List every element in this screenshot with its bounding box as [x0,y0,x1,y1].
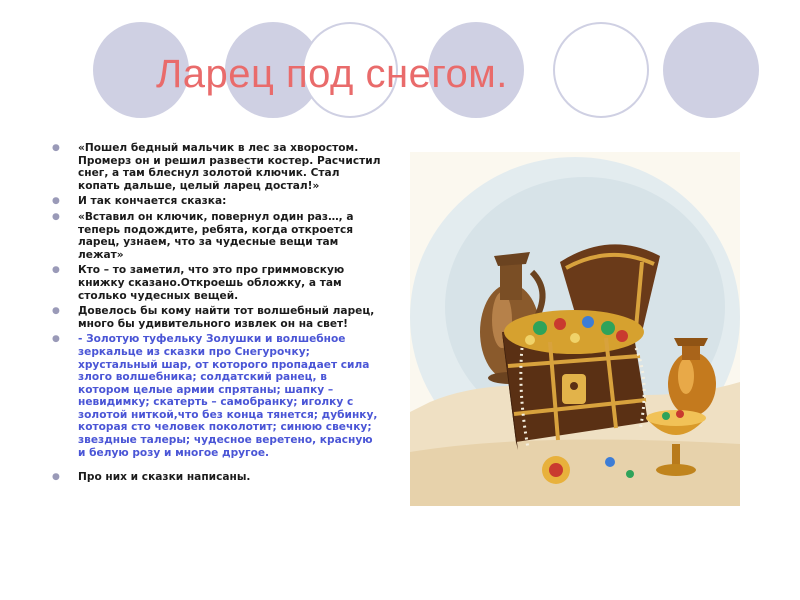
ring-icon [542,456,570,484]
bullet-dot-icon: ● [52,143,60,153]
bullet-text: - Золотую туфельку Золушки и волшебное зеркальце из сказки про Снегурочку; хрустальный шар, от которого пропадает сила злого волшебника; солдатский ранец, в котором целые армии спрятаны; шапку – невидимку; скатерть – самобранку; иголку с золотой ниткой,что без конца тянется; дубинку, которая сто человек поколотит; синюю свечку; звездные талеры; чудесное веретено, красную и белую розу и многое другое. [78,333,378,459]
bullet-text: Про них и сказки написаны. [78,471,251,484]
bullet-text: Кто – то заметил, что это про гриммовскую книжку сказано.Откроешь обложку, а там столько чудесных вещей. [78,264,345,302]
bullet-item [52,264,382,302]
bullet-dot-icon: ● [52,472,60,483]
bullet-dot-icon: ● [52,306,60,317]
bullet-item [52,195,382,208]
bullet-dot-icon: ● [52,196,60,207]
bullet-text: Довелось бы кому найти тот волшебный ларец, много бы удивительного извлек он на свет! [78,305,375,330]
bullet-text: «Вставил он ключик, повернул один раз…, а теперь подождите, ребята, когда откроется ларец, узнаем, что за чудесные вещи там лежат» [78,210,354,261]
bullet-dot-icon: ● [52,334,60,345]
bullet-item [52,471,382,484]
bullet-item-highlighted [52,333,382,459]
decor-circle-5 [553,22,649,118]
bullet-text: И так кончается сказка: [78,195,227,208]
bullet-item [52,142,382,192]
bullet-dot-icon: ● [52,211,60,222]
bullet-item [52,211,382,261]
bullet-text: «Пошел бедный мальчик в лес за хворостом. Промерз он и решил развести костер. Расчистил снег, а там блеснул золотой ключик. Стал копать дальше, целый ларец достал!» [78,142,381,192]
bullet-list [52,142,382,487]
slide-title: Ларец под снегом. [156,52,508,96]
bullet-item [52,305,382,330]
treasure-chest-illustration [410,152,740,506]
decor-circle-6 [663,22,759,118]
bullet-dot-icon: ● [52,265,60,276]
